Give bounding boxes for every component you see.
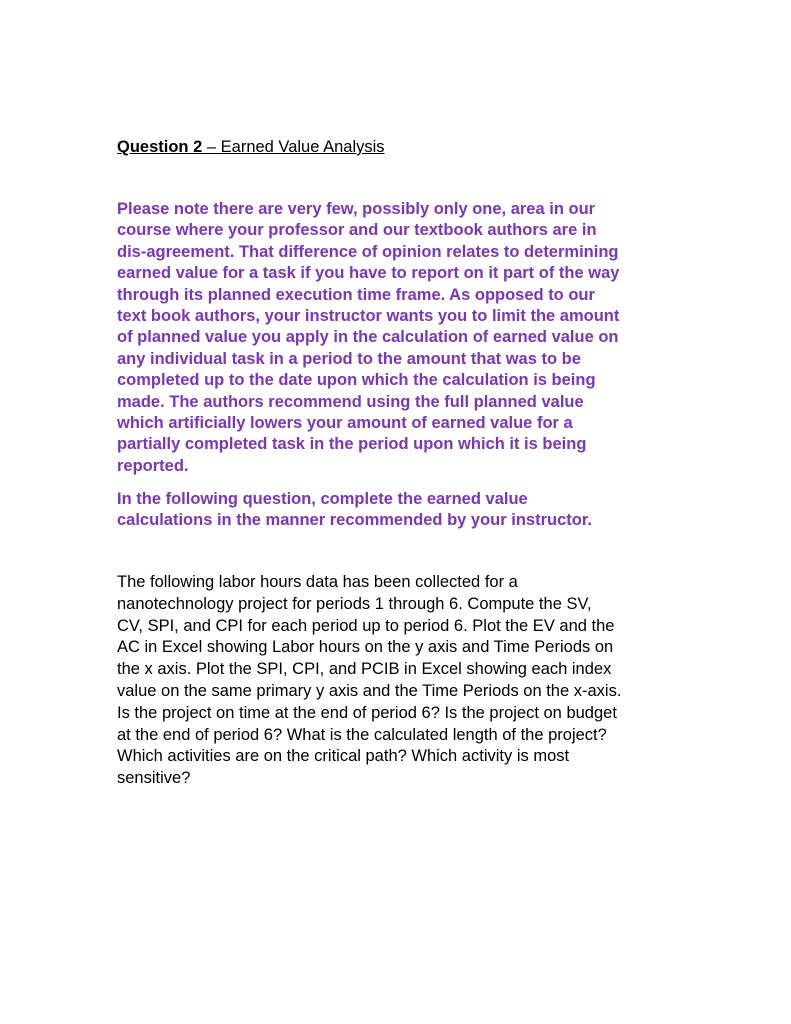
note-line: reported. bbox=[117, 456, 189, 475]
body-line: Is the project on time at the end of period 6? Is the project on budget bbox=[117, 703, 617, 722]
instructor-note-paragraph bbox=[117, 199, 697, 477]
body-line: Which activities are on the critical path? Which activity is most bbox=[117, 747, 570, 766]
body-line: nanotechnology project for periods 1 through 6. Compute the SV, bbox=[117, 594, 592, 613]
question-heading bbox=[117, 136, 385, 158]
question-title: Earned Value Analysis bbox=[220, 138, 385, 156]
instructor-instruction-paragraph bbox=[117, 489, 697, 532]
body-line: sensitive? bbox=[117, 769, 191, 788]
body-line: The following labor hours data has been collected for a bbox=[117, 573, 518, 591]
note-line: earned value for a task if you have to report on it part of the way bbox=[117, 264, 620, 283]
note-line: Please note there are very few, possibly only one, area in our bbox=[117, 200, 596, 218]
question-body-paragraph bbox=[117, 572, 697, 790]
note-line: made. The authors recommend using the full planned value bbox=[117, 392, 584, 411]
heading-separator: – bbox=[206, 138, 217, 156]
note-line: which artificially lowers your amount of earned value for a bbox=[117, 414, 573, 433]
note-line: of planned value you apply in the calculation of earned value on bbox=[117, 328, 619, 347]
question-label: Question 2 bbox=[117, 138, 203, 156]
note-line: completed up to the date upon which the calculation is being bbox=[117, 371, 596, 390]
body-line: AC in Excel showing Labor hours on the y axis and Time Periods on bbox=[117, 638, 614, 657]
note-line: partially completed task in the period upon which it is being bbox=[117, 435, 587, 454]
note-line: dis-agreement. That difference of opinion relates to determining bbox=[117, 242, 619, 261]
body-line: CV, SPI, and CPI for each period up to period 6. Plot the EV and the bbox=[117, 616, 615, 635]
body-line: value on the same primary y axis and the Time Periods on the x-axis. bbox=[117, 681, 622, 700]
note-line: text book authors, your instructor wants you to limit the amount bbox=[117, 307, 620, 326]
note-line: course where your professor and our textbook authors are in bbox=[117, 221, 597, 240]
instruction-line: In the following question, complete the earned value bbox=[117, 490, 528, 508]
instruction-line: calculations in the manner recommended by your instructor. bbox=[117, 511, 592, 530]
note-line: through its planned execution time frame. As opposed to our bbox=[117, 285, 595, 304]
body-line: the x axis. Plot the SPI, CPI, and PCIB in Excel showing each index bbox=[117, 660, 612, 679]
body-line: at the end of period 6? What is the calculated length of the project? bbox=[117, 725, 607, 744]
note-line: any individual task in a period to the amount that was to be bbox=[117, 349, 581, 368]
